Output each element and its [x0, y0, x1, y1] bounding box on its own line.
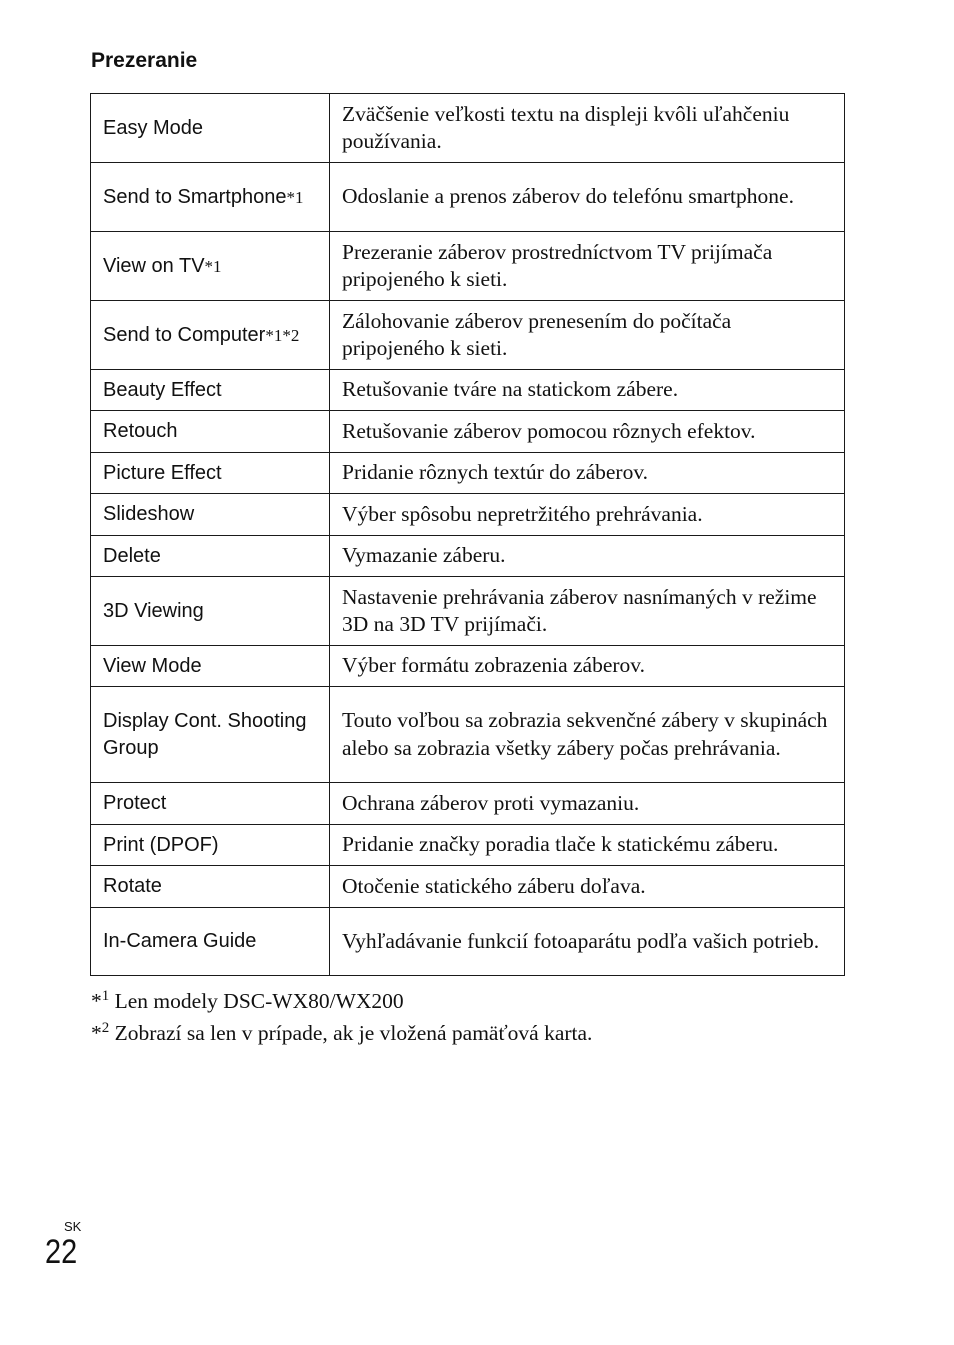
menu-item-name: In-Camera Guide [91, 908, 330, 976]
menu-item-name: 3D Viewing [91, 577, 330, 646]
menu-item-name: View Mode [91, 646, 330, 687]
table-row [91, 453, 845, 494]
table-row [91, 646, 845, 687]
menu-item-name: Retouch [91, 411, 330, 453]
table-row [91, 163, 845, 232]
table-row [91, 301, 845, 370]
footnote-2: *$^2$ Zobrazí sa len v prípade, ak je vložená pamäťová karta. [91, 1020, 593, 1046]
page-number: 22 [45, 1233, 78, 1271]
footnotes [91, 983, 592, 1047]
table-row [91, 825, 845, 866]
footnote-ref: *1*2 [265, 325, 300, 345]
table-row [91, 536, 845, 577]
table-row [91, 687, 845, 783]
menu-item-description: Odoslanie a prenos záberov do telefónu smartphone. [330, 163, 845, 232]
section-heading: Prezeranie [91, 49, 198, 72]
menu-item-name: Delete [91, 536, 330, 577]
menu-item-name: Print (DPOF) [91, 825, 330, 866]
table-row [91, 232, 845, 301]
table-row [91, 783, 845, 825]
menu-item-name: Display Cont. Shooting Group [91, 687, 330, 783]
menu-item-name: Send to Computer*1*2 [91, 301, 330, 370]
menu-item-description: Nastavenie prehrávania záberov nasnímaných v režime 3D na 3D TV prijímači. [330, 577, 845, 646]
playback-menu-table [90, 93, 845, 976]
language-code: SK [64, 1219, 82, 1234]
menu-item-name: Send to Smartphone*1 [91, 163, 330, 232]
menu-item-name: Protect [91, 783, 330, 825]
footnote-ref: *1 [204, 256, 222, 276]
menu-item-description: Zväčšenie veľkosti textu na displeji kvôli uľahčeniu používania. [330, 94, 845, 163]
menu-item-description: Vymazanie záberu. [330, 536, 845, 577]
menu-item-description: Retušovanie tváre na statickom zábere. [330, 370, 845, 411]
menu-item-description: Výber spôsobu nepretržitého prehrávania. [330, 494, 845, 536]
menu-item-description: Ochrana záberov proti vymazaniu. [330, 783, 845, 825]
table-row [91, 908, 845, 976]
menu-item-description: Výber formátu zobrazenia záberov. [330, 646, 845, 687]
table-row [91, 94, 845, 163]
menu-item-description: Pridanie rôznych textúr do záberov. [330, 453, 845, 494]
menu-item-description: Pridanie značky poradia tlače k statickému záberu. [330, 825, 845, 866]
menu-item-description: Zálohovanie záberov prenesením do počítača pripojeného k sieti. [330, 301, 845, 370]
table-row [91, 577, 845, 646]
table-row [91, 370, 845, 411]
menu-item-name: View on TV*1 [91, 232, 330, 301]
menu-item-name: Beauty Effect [91, 370, 330, 411]
menu-item-description: Touto voľbou sa zobrazia sekvenčné zábery v skupinách alebo sa zobrazia všetky zábery počas prehrávania. [330, 687, 845, 783]
menu-item-description: Vyhľadávanie funkcií fotoaparátu podľa vašich potrieb. [330, 908, 845, 976]
menu-item-description: Retušovanie záberov pomocou rôznych efektov. [330, 411, 845, 453]
menu-item-name: Rotate [91, 866, 330, 908]
table-row [91, 866, 845, 908]
footnote-ref: *1 [286, 187, 304, 207]
menu-item-name: Easy Mode [91, 94, 330, 163]
menu-item-name: Slideshow [91, 494, 330, 536]
menu-item-name: Picture Effect [91, 453, 330, 494]
menu-item-description: Otočenie statického záberu doľava. [330, 866, 845, 908]
table-row [91, 494, 845, 536]
footnote-1: *$^1$ Len modely DSC-WX80/WX200 [91, 988, 404, 1014]
menu-item-description: Prezeranie záberov prostredníctvom TV prijímača pripojeného k sieti. [330, 232, 845, 301]
table-row [91, 411, 845, 453]
